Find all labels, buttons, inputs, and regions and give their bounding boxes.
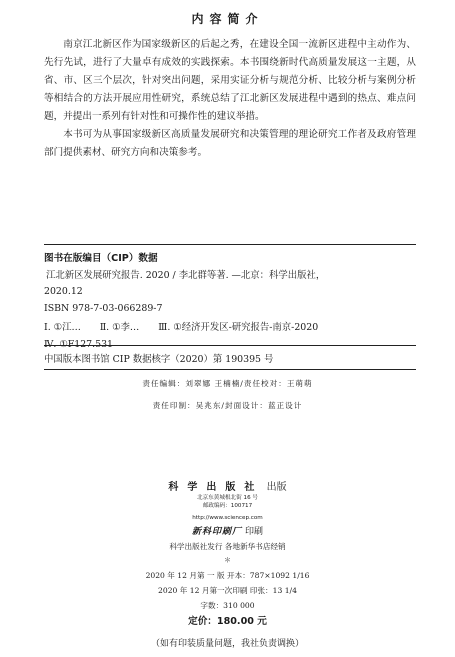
printing-line: 2020 年 12 月第一次印刷 印张：13 1/4	[158, 586, 297, 595]
cip-classification-row	[44, 320, 424, 337]
printer-name: 新科印刷厂	[192, 527, 243, 537]
publisher-postcode: 邮政编码：100717	[202, 503, 253, 509]
cip-class-3: Ⅲ. ①经济开发区-研究报告-南京-2020	[158, 322, 319, 333]
cip-verification: 中国版本图书馆 CIP 数据核字（2020）第 190395 号	[44, 354, 274, 365]
publisher-line	[0, 478, 455, 493]
distribution-line: 科学出版社发行 各地新华书店经销	[169, 542, 286, 551]
cip-class-1: Ⅰ. ①江…	[44, 322, 81, 333]
printer-suffix: 印刷	[244, 527, 263, 537]
divider-bottom	[44, 369, 416, 370]
quality-note: （如有印装质量问题，我社负责调换）	[150, 639, 304, 649]
book-abstract	[44, 36, 416, 162]
cip-isbn: ISBN 978-7-03-066289-7	[44, 302, 163, 314]
separator-star: ＊	[224, 556, 231, 564]
cip-book-line: 江北新区发展研究报告. 2020 / 李北群等著. —北京：科学出版社，	[46, 269, 326, 281]
divider-top	[44, 244, 416, 245]
cip-class-2: Ⅱ. ①李…	[99, 322, 140, 333]
publisher-name: 科学出版社	[168, 482, 264, 493]
abstract-paragraph-2: 本书可为从事国家级新区高质量发展研究和决策管理的理论研究工作者及政府管理部门提供素材、研究方向和决策参考。	[44, 129, 416, 158]
cip-heading: 图书在版编目（CIP）数据	[44, 253, 158, 264]
page-title: 内容简介	[191, 12, 264, 26]
publisher-suffix: 出版	[266, 482, 287, 493]
production-credits: 责任印制：吴兆东/封面设计：蓝正设计	[152, 401, 303, 410]
edition-line: 2020 年 12 月第 一 版 开本：787×1092 1/16	[145, 571, 310, 580]
cip-class-4: Ⅳ. ①F127.531	[44, 338, 114, 350]
cip-data-block	[44, 251, 424, 353]
abstract-paragraph-1: 南京江北新区作为国家级新区的后起之秀，在建设全国一流新区进程中主动作为、先行先试，进行了大量卓有成效的实践探索。本书围绕新时代高质量发展这一主题，从省、市、区三个层次，针对突出问题，采用实证分析与规范分析、比较分析与案例分析等相结合的方法开展应用性研究，系统总结了江北新区发展进程中遇到的热点、难点问题，并提出一系列有针对性和可操作性的建议举措。	[44, 39, 416, 122]
publisher-website: http://www.sciencep.com	[192, 515, 263, 521]
cip-date-line: 2020.12	[44, 286, 83, 297]
editor-credits: 责任编辑：刘翠娜 王楠楠/责任校对：王萌萌	[142, 379, 313, 388]
price: 定价：180.00 元	[188, 616, 267, 627]
printer-line	[0, 524, 455, 537]
word-count: 字数：310 000	[200, 601, 255, 610]
divider-middle	[44, 345, 416, 346]
publisher-address: 北京东黄城根北街 16 号	[196, 495, 259, 501]
